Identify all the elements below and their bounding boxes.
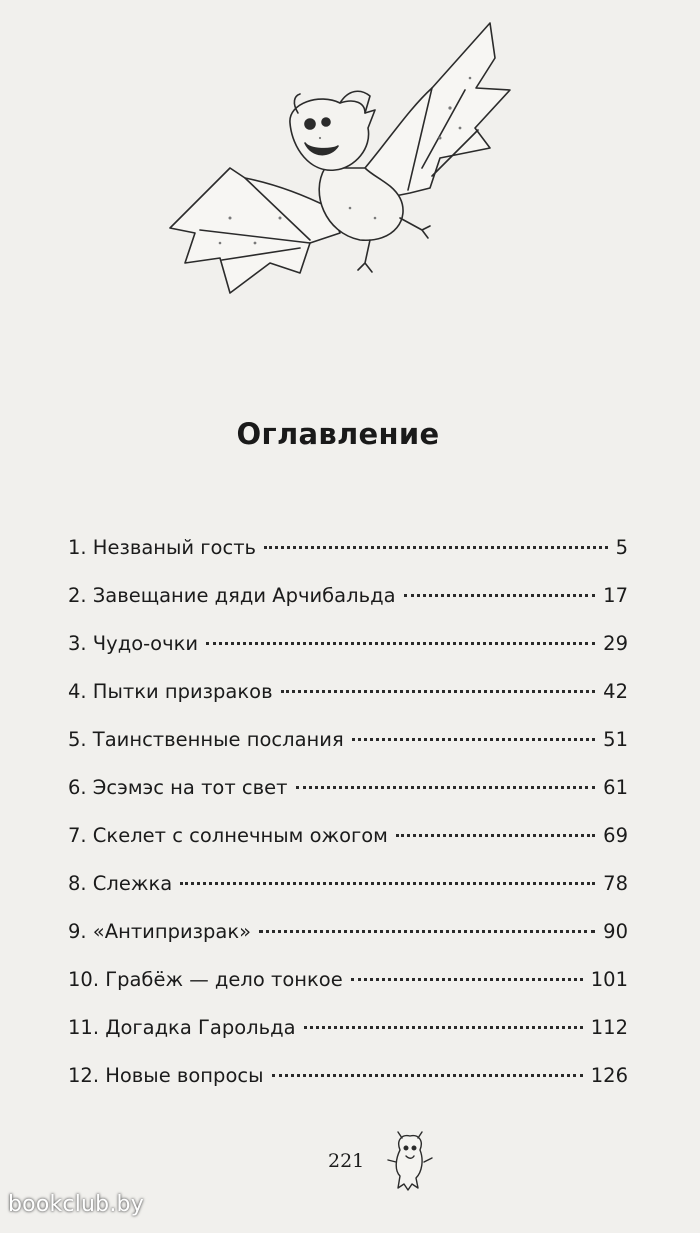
toc-entry-label: 11. Догадка Гарольда	[68, 1016, 296, 1039]
toc-entry-page: 51	[603, 728, 628, 751]
table-of-contents	[68, 536, 628, 1112]
leader-dots	[259, 930, 595, 933]
leader-dots	[304, 1026, 583, 1029]
toc-entry[interactable]	[68, 728, 628, 776]
toc-entry-label: 7. Скелет с солнечным ожогом	[68, 824, 388, 847]
toc-entry-label: 1. Незваный гость	[68, 536, 257, 559]
page-number: 221	[328, 1150, 365, 1172]
leader-dots	[180, 882, 595, 885]
toc-entry[interactable]	[68, 920, 628, 968]
toc-entry-page: 61	[603, 776, 628, 799]
leader-dots	[206, 642, 595, 645]
leader-dots	[296, 786, 596, 789]
toc-entry-page: 17	[603, 584, 628, 607]
toc-entry[interactable]	[68, 1064, 628, 1112]
leader-dots	[264, 546, 608, 549]
toc-entry-label: 12. Новые вопросы	[68, 1064, 264, 1087]
leader-dots	[272, 1074, 583, 1077]
toc-entry-page: 5	[615, 536, 628, 559]
toc-entry[interactable]	[68, 584, 628, 632]
toc-entry-page: 29	[603, 632, 628, 655]
little-ghost-icon	[382, 1130, 438, 1194]
toc-entry[interactable]	[68, 632, 628, 680]
leader-dots	[352, 738, 595, 741]
toc-entry-label: 9. «Антипризрак»	[68, 920, 252, 943]
toc-entry[interactable]	[68, 872, 628, 920]
leader-dots	[404, 594, 596, 597]
bat-illustration-icon	[160, 18, 520, 308]
toc-entry[interactable]	[68, 536, 628, 584]
toc-entry-label: 5. Таинственные послания	[68, 728, 344, 751]
leader-dots	[396, 834, 595, 837]
toc-entry[interactable]	[68, 1016, 628, 1064]
toc-entry-page: 126	[590, 1064, 628, 1087]
toc-entry[interactable]	[68, 680, 628, 728]
toc-entry-label: 3. Чудо-очки	[68, 632, 199, 655]
toc-entry-label: 2. Завещание дяди Арчибальда	[68, 584, 396, 607]
toc-entry[interactable]	[68, 968, 628, 1016]
watermark: bookclub.by	[8, 1192, 144, 1217]
toc-entry-label: 4. Пытки призраков	[68, 680, 273, 703]
toc-entry-page: 90	[603, 920, 628, 943]
toc-entry-page: 69	[603, 824, 628, 847]
toc-entry-page: 78	[603, 872, 628, 895]
toc-entry-label: 8. Слежка	[68, 872, 173, 895]
leader-dots	[281, 690, 596, 693]
toc-entry-label: 10. Грабёж — дело тонкое	[68, 968, 343, 991]
toc-entry[interactable]	[68, 824, 628, 872]
toc-entry-page: 42	[603, 680, 628, 703]
page-title: Оглавление	[236, 417, 440, 452]
toc-entry-page: 101	[590, 968, 628, 991]
toc-entry[interactable]	[68, 776, 628, 824]
leader-dots	[351, 978, 583, 981]
toc-entry-label: 6. Эсэмэс на тот свет	[68, 776, 288, 799]
toc-entry-page: 112	[590, 1016, 628, 1039]
